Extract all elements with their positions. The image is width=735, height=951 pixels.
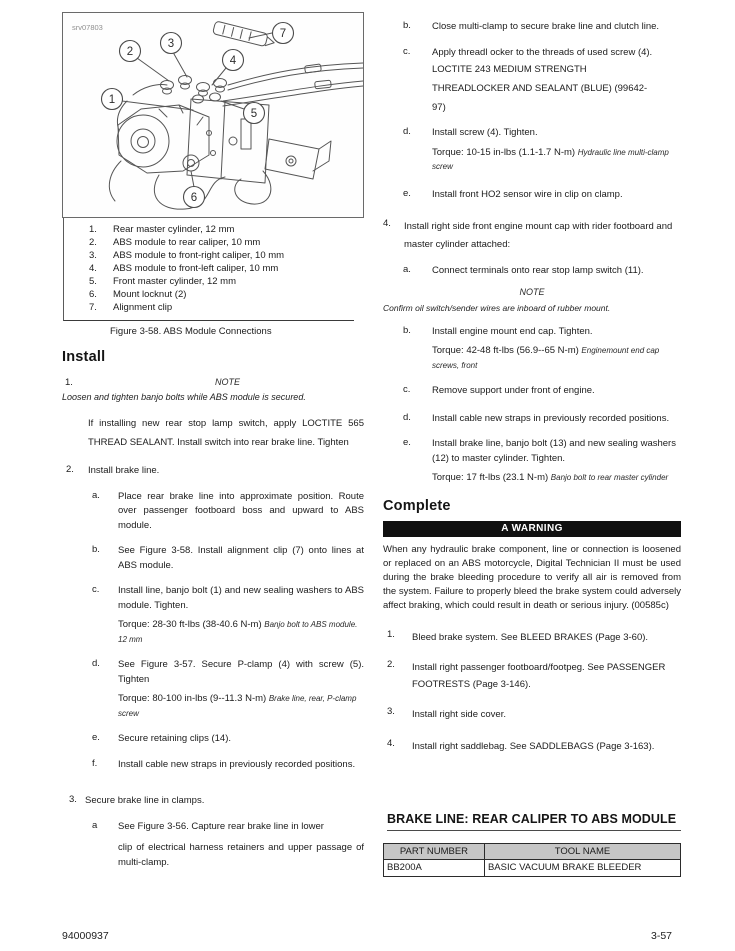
install-heading: Install (62, 349, 106, 365)
step-1: 1. NOTE (62, 377, 364, 388)
svg-text:2: 2 (126, 46, 134, 58)
figure-caption: Figure 3-58. ABS Module Connections (110, 326, 272, 337)
note-text: Confirm oil switch/sender wires are inboard of rubber mount. (383, 302, 611, 313)
complete-step-2: 2. Install right passenger footboard/footpeg. See PASSENGER FOOTRESTS (Page 3-146). (387, 658, 666, 690)
step-1-text: If installing new rear stop lamp switch, apply LOCTITE 565 THREAD SEALANT. Install switch into rear brake line. Tighten (88, 418, 364, 448)
loctite-product-line: LOCTITE 243 MEDIUM STRENGTH (432, 64, 587, 75)
torque-spec: Torque: 42-48 ft-lbs (56.9--65 N-m) Enginemount end cap screws, front (432, 345, 660, 370)
substep-4a: a. Connect terminals onto rear stop lamp switch (11). (403, 264, 644, 276)
warning-text: When any hydraulic brake component, line or connection is loosened or replaced on an ABS motorcycle, Digital Technician II must be used during the brake bleeding procedure to verify all air is removed from the system. Failure to properly bleed the brake system could adversely affect braking, which could result in death or serious injury. (00585c) (383, 543, 681, 611)
callout-5 (244, 103, 265, 124)
complete-heading: Complete (383, 497, 451, 514)
callout-1 (102, 89, 123, 110)
callout-6 (184, 187, 205, 208)
left-column (62, 12, 364, 870)
legend-item: 1. Rear master cylinder, 12 mm (89, 224, 235, 235)
torque-spec: Torque: 10-15 in-lbs (1.1-1.7 N-m) Hydraulic line multi-clamp screw (432, 146, 669, 171)
substep-3a: a See Figure 3-56. Capture rear brake line in lower clip of electrical harness retainers and upper passage of multi-clamp. (92, 819, 364, 868)
substep-2c: c. Install line, banjo bolt (1) and new sealing washers to ABS module. Tighten. Torque: 28-30 ft-lbs (38-40.6 N-m) Banjo bolt to ABS module. 12 mm (62, 584, 364, 647)
legend-item: 5. Front master cylinder, 12 mm (89, 276, 237, 287)
callout-7 (273, 23, 294, 44)
substep-4e: e. Install brake line, banjo bolt (13) and new sealing washers (12) to master cylinder. Tighten. Torque: 17 ft-lbs (23.1 N-m) Banjo bolt to rear master cylinder (383, 437, 681, 486)
loctite-product-line: 97) (432, 102, 446, 113)
svg-text:7: 7 (279, 28, 287, 40)
cell-part-number: BB200A (384, 859, 485, 876)
alignment-clip-art (213, 21, 276, 49)
substep-4d: d. Install cable new straps in previously recorded positions. (403, 411, 670, 424)
torque-spec: Torque: 17 ft-lbs (23.1 N-m) Banjo bolt to rear master cylinder (432, 472, 669, 483)
column-header-tool-name: TOOL NAME (484, 843, 680, 859)
figure-image-label: srv07803 (72, 23, 103, 32)
next-section-heading: BRAKE LINE: REAR CALIPER TO ABS MODULE (387, 811, 681, 831)
substep-3e: e. Install front HO2 sensor wire in clip on clamp. (403, 187, 623, 200)
callout-4 (223, 50, 244, 71)
complete-step-3: 3. Install right side cover. (387, 705, 506, 720)
step-4: 4. Install right side front engine mount cap with rider footboard and master cylinder attached: (383, 218, 673, 250)
torque-spec: Torque: 80-100 in-lbs (9--11.3 N-m) Brake line, rear, P-clamp screw (118, 693, 357, 718)
legend-item: 4. ABS module to front-left caliper, 10 mm (89, 263, 279, 274)
page-footer (62, 930, 672, 942)
substep-2e: e. Secure retaining clips (14). (92, 732, 231, 744)
svg-text:5: 5 (250, 108, 258, 120)
complete-step-1: 1. Bleed brake system. See BLEED BRAKES (Page 3-60). (387, 628, 649, 643)
substep-3d: d. Install screw (4). Tighten. Torque: 10-15 in-lbs (1.1-1.7 N-m) Hydraulic line multi-clamp screw (383, 126, 681, 175)
loctite-product-line: THREADLOCKER AND SEALANT (BLUE) (99642- (432, 83, 648, 94)
figure-box (62, 12, 364, 218)
callout-3 (161, 33, 182, 54)
warning-banner: A WARNING (383, 521, 681, 537)
cell-tool-name: BASIC VACUUM BRAKE BLEEDER (484, 859, 680, 876)
svg-text:6: 6 (190, 192, 198, 204)
legend-item: 3. ABS module to front-right caliper, 10 mm (89, 250, 285, 261)
substep-2a: a. Place rear brake line into approximate position. Route over passenger footboard boss and upward to ABS module. (92, 489, 364, 531)
substep-2d: d. See Figure 3-57. Secure P-clamp (4) with screw (5). Tighten Torque: 80-100 in-lbs (9--11.3 N-m) Brake line, rear, P-clamp screw (62, 658, 364, 721)
substep-3b: b. Close multi-clamp to secure brake line and clutch line. (403, 20, 660, 32)
torque-spec: Torque: 28-30 ft-lbs (38-40.6 N-m) Banjo bolt to ABS module. 12 mm (118, 619, 358, 644)
figure-legend (63, 218, 354, 321)
substep-2b: b. See Figure 3-58. Install alignment clip (7) onto lines at ABS module. (92, 544, 364, 571)
svg-text:1: 1 (108, 94, 116, 106)
footer-page-number: 3-57 (650, 930, 672, 942)
column-header-part-number: PART NUMBER (384, 843, 485, 859)
legend-item: 6. Mount locknut (2) (89, 289, 187, 300)
table-row (384, 859, 681, 876)
svg-text:4: 4 (229, 55, 237, 67)
step-3: 3. Secure brake line in clamps. (69, 794, 205, 806)
abs-module-diagram-image (63, 13, 363, 215)
note-label: NOTE (214, 377, 240, 387)
complete-step-4: 4. Install right saddlebag. See SADDLEBAGS (Page 3-163). (387, 737, 655, 752)
legend-item: 7. Alignment clip (89, 302, 173, 313)
abs-module-art (109, 21, 363, 209)
substep-4c: c. Remove support under front of engine. (403, 384, 595, 396)
substep-2f: f. Install cable new straps in previously recorded positions. (92, 757, 356, 770)
right-column (383, 14, 681, 877)
svg-text:3: 3 (167, 38, 175, 50)
legend-item: 2. ABS module to rear caliper, 10 mm (89, 237, 261, 248)
note-text: Loosen and tighten banjo bolts while ABS module is secured. (62, 392, 306, 402)
callout-2 (120, 41, 141, 62)
footer-document-number: 94000937 (62, 930, 109, 942)
substep-3c: c. Apply threadl ocker to the threads of used screw (4). LOCTITE 243 MEDIUM STRENGTH THREADLOCKER AND SEALANT (BLUE) (99642- 97) (383, 46, 681, 118)
step-2: 2. Install brake line. (66, 464, 160, 476)
note-label: NOTE (519, 286, 545, 297)
substep-4b: b. Install engine mount end cap. Tighten. Torque: 42-48 ft-lbs (56.9--65 N-m) Enginemount end cap screws, front (383, 325, 681, 374)
tool-table (383, 843, 681, 877)
